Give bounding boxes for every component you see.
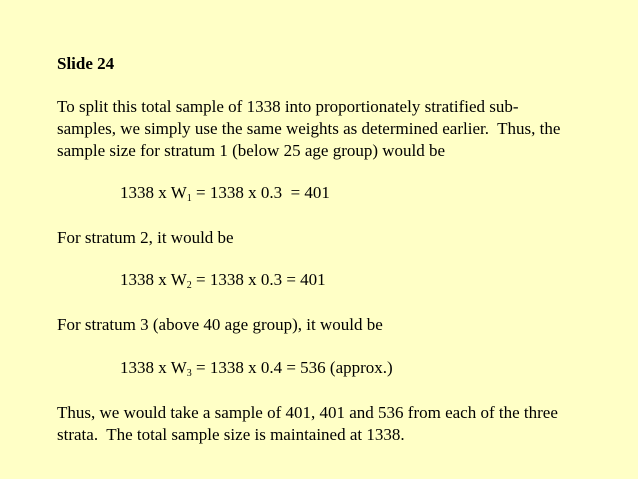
intro-line: samples, we simply use the same weights as determined earlier. Thus, the: [57, 119, 561, 138]
formula-prefix: 1338 x W: [120, 270, 187, 289]
formula-subscript: 1: [186, 193, 192, 204]
formula-result: = 1338 x 0.4 = 536 (approx.): [191, 358, 393, 377]
formula-stratum-3: [120, 357, 393, 379]
conclusion-line: strata. The total sample size is maintained at 1338.: [57, 425, 405, 444]
stratum-2-text: For stratum 2, it would be: [57, 228, 234, 247]
slide-title: Slide 24: [57, 54, 115, 73]
intro-line: sample size for stratum 1 (below 25 age group) would be: [57, 141, 446, 160]
formula-stratum-2: [120, 269, 326, 291]
formula-subscript: 3: [186, 368, 192, 379]
intro-line: To split this total sample of 1338 into proportionately stratified sub-: [57, 97, 519, 116]
conclusion-line: Thus, we would take a sample of 401, 401 and 536 from each of the three: [57, 403, 558, 422]
formula-result: = 1338 x 0.3 = 401: [191, 183, 330, 202]
formula-prefix: 1338 x W: [120, 183, 187, 202]
formula-result: = 1338 x 0.3 = 401: [191, 270, 326, 289]
formula-stratum-1: [120, 182, 330, 204]
formula-subscript: 2: [186, 280, 192, 291]
formula-prefix: 1338 x W: [120, 358, 187, 377]
stratum-3-text: For stratum 3 (above 40 age group), it would be: [57, 315, 383, 334]
